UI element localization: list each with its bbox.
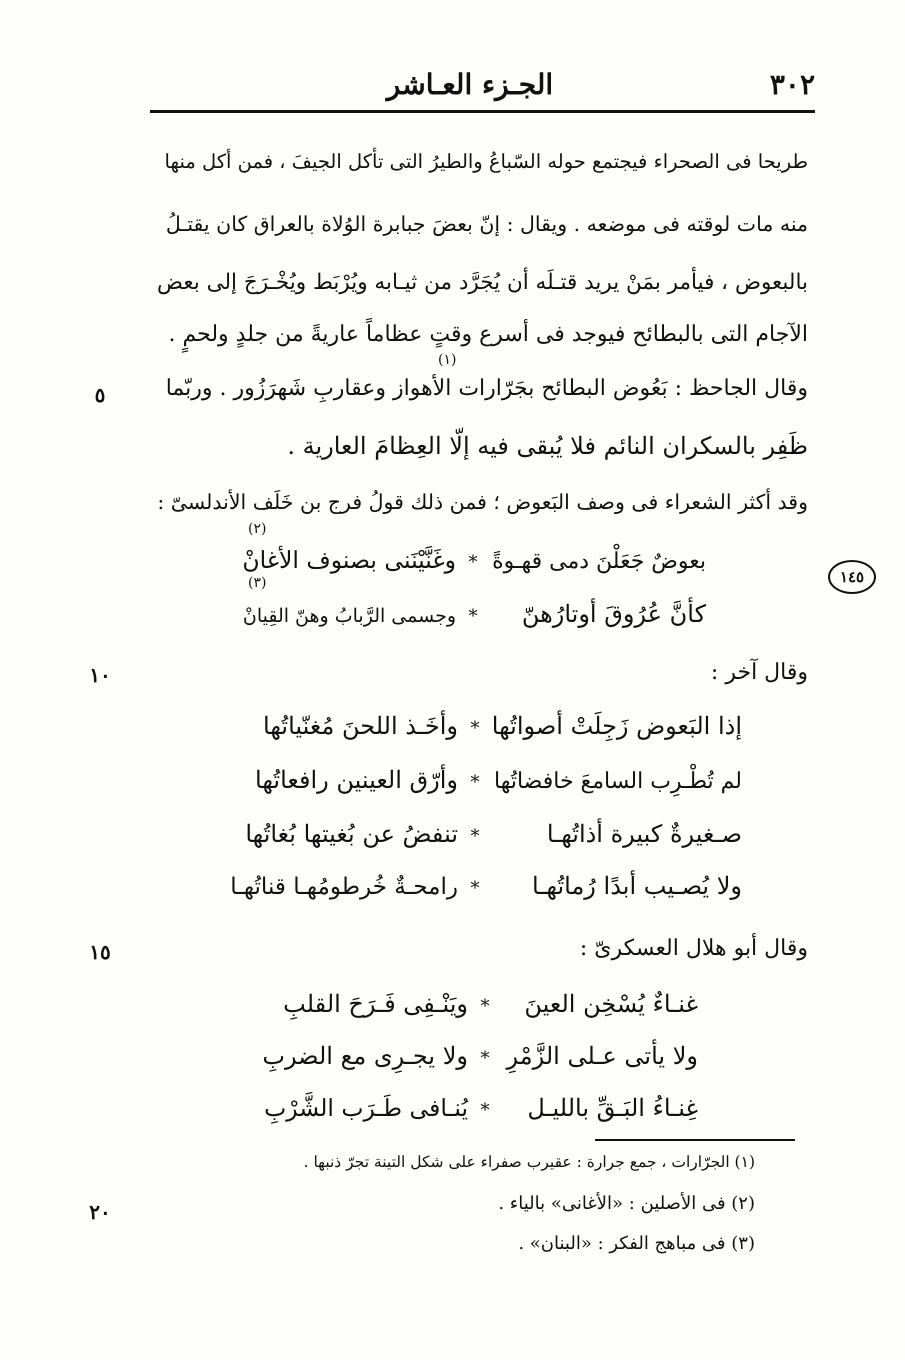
verse-line <box>262 990 698 1018</box>
verse-first-hemistich: ولا يُصـيب أبدًا رُماتُهـا <box>532 872 742 900</box>
prose-line: منه مات لوقته فى موضعه . ويقال : إنّ بعضَ جبابرة الوُلاة بالعراق كان يقتـلُ <box>165 212 808 236</box>
verse-first-hemistich: بعوضٌ جَعَلْنَ دمى قهـوةً <box>492 549 706 574</box>
footnote-marker-1: (١) <box>438 352 457 368</box>
margin-line-number: ١٥ <box>89 940 111 964</box>
verse-separator: * <box>470 826 480 847</box>
verse-first-hemistich: غِنـاءُ البَـقِّ بالليـل <box>527 1094 698 1122</box>
verse-line <box>262 1094 698 1122</box>
verse-first-hemistich: غنـاءٌ يُسْخِن العينَ <box>524 990 698 1018</box>
running-header-title: الجـزء العـاشر <box>386 68 554 101</box>
prose-line: وقد أكثر الشعراء فى وصف البَعوض ؛ فمن ذلك قولُ فرج بن خَلَف الأندلسىّ : <box>157 490 808 514</box>
verse-separator: * <box>470 878 480 899</box>
prose-line: وقال الجاحظ : بَعُوض البطائح بجَرّارات الأهواز وعقاربِ شَهرَزُور . وربّما <box>165 376 808 401</box>
footnote-marker-2: (٢) <box>248 521 267 537</box>
verse-first-hemistich: كأنَّ عُرُوقَ أوتارُهنّ <box>521 600 706 628</box>
verse-first-hemistich: صـغيرةٌ كبيرة أذاتُهـا <box>546 820 742 848</box>
header-rule <box>150 110 815 113</box>
verse-separator: * <box>470 772 480 793</box>
verse-first-hemistich: إذا البَعوض زَجِلَتْ أصواتُها <box>491 712 742 740</box>
original-page-seal: ١٤٥ <box>828 560 876 594</box>
verse-line <box>230 712 742 740</box>
verse-separator: * <box>480 1100 490 1121</box>
footnote-marker-3: (٣) <box>248 575 267 591</box>
verse-second-hemistich: ويَنْـفِى فَـرَحَ القلبِ <box>283 990 468 1018</box>
verse-line <box>230 872 742 900</box>
margin-line-number: ١٠ <box>89 663 111 687</box>
verse-separator: * <box>468 552 478 573</box>
poem-intro: وقال آخر : <box>710 660 808 685</box>
verse-second-hemistich: ولا يجـرِى مع الضربِ <box>262 1042 468 1070</box>
poem-intro: وقال أبو هلال العسكرىّ : <box>579 936 808 961</box>
verse-second-hemistich: وغَنَّيْنَنى بصنوف الأغانْ <box>242 546 456 574</box>
verse-separator: * <box>480 996 490 1017</box>
page-number: ٣٠٢ <box>769 68 815 101</box>
verse-second-hemistich: تنفضُ عن بُغيتها بُغاتُها <box>245 820 458 848</box>
margin-line-number: ٢٠ <box>89 1200 111 1224</box>
verse-second-hemistich: وأخَـذ اللحنَ مُغنّياتُها <box>263 712 458 740</box>
prose-line: بالبعوض ، فيأمر بمَنْ يريد قتـلَه أن يُجَرَّد من ثيـابه ويُرْبَط ويُخْـرَجَ إلى بعض <box>157 270 808 295</box>
verse-first-hemistich: ولا يأتى عـلى الزَّمْرِ <box>506 1042 698 1070</box>
verse-separator: * <box>470 718 480 739</box>
prose-line: طريحا فى الصحراء فيجتمع حوله السّباعُ والطيرُ التى تأكل الجيفَ ، فمن أكل منها <box>164 150 808 173</box>
footnote: (١) الجرّارات ، جمع جرارة : عقيرب صفراء على شكل التينة تجرّ ذنبها . <box>303 1153 755 1171</box>
verse-line <box>262 1042 698 1070</box>
prose-line: الآجام التى بالبطائح فيوجد فى أسرع وقتٍ عظاماً عاريةً من جلدٍ ولحمٍ . <box>168 322 808 347</box>
verse-line <box>230 766 742 794</box>
verse-second-hemistich: يُنـافى طَـرَب الشَّرْبِ <box>264 1094 468 1122</box>
verse-second-hemistich: رامحـةٌ خُرطومُهـا قناتُهـا <box>230 874 458 900</box>
margin-line-number: ٥ <box>94 383 106 407</box>
verse-separator: * <box>468 606 478 627</box>
verse-second-hemistich: وجسمى الرَّبابُ وهنّ القِيانْ <box>242 605 456 627</box>
verse-line <box>240 546 706 574</box>
footnote: (٢) فى الأصلين : «الأغانى» بالياء . <box>498 1193 755 1214</box>
verse-line <box>240 600 706 628</box>
verse-line <box>230 820 742 848</box>
prose-line: ظَفِر بالسكران النائم فلا يُبقى فيه إلّا العِظامَ العارية . <box>287 432 808 460</box>
footnote-rule <box>595 1139 795 1141</box>
footnote: (٣) فى مباهج الفكر : «البنان» . <box>518 1233 755 1254</box>
verse-separator: * <box>480 1048 490 1069</box>
verse-first-hemistich: لم تُطْـرِب السامعَ خافضاتُها <box>494 769 742 794</box>
verse-second-hemistich: وأرّق العينين رافعاتُها <box>255 766 458 794</box>
